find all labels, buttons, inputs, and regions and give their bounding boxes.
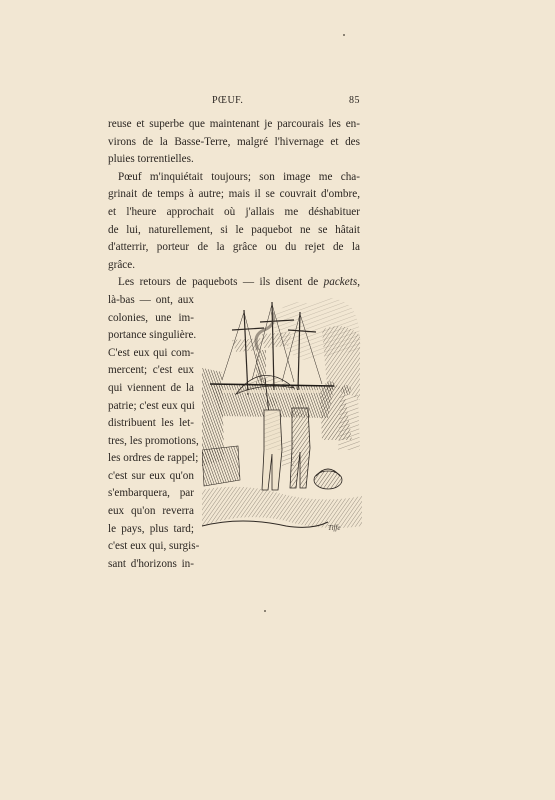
text-line: distribuent les let- [108, 417, 194, 430]
text-line: portance singulière. [108, 329, 197, 342]
text-line: de lui, naturellement, si le paquebot ne se hâtait [108, 223, 360, 236]
text-line: sant d'horizons in- [108, 557, 194, 570]
text-line: qui viennent de la [108, 381, 194, 394]
text-line: et l'heure approchait où j'allais me déshabituer [108, 205, 360, 218]
text-line: reuse et superbe que maintenant je parcourais les en- [108, 118, 360, 130]
artist-signature: Tiffe [328, 524, 341, 532]
paragraph-1 [108, 116, 360, 169]
text-line: grâce. [108, 258, 136, 271]
text-line: c'est sur eux qu'on [108, 469, 194, 482]
paper-speck [264, 610, 266, 612]
text-line: pluies torrentielles. [108, 153, 194, 166]
text-line: grinait de temps à autre; mais il se couvrait d'ombre, [108, 188, 360, 201]
running-title: PŒUF. [212, 95, 244, 106]
text-line: là-bas — ont, aux [108, 293, 194, 306]
text-line: Pœuf m'inquiétait toujours; son image me cha- [118, 170, 360, 183]
text-line: mercent; c'est eux [108, 364, 194, 377]
text-line: d'atterrir, porteur de la grâce ou du rejet de la [108, 241, 360, 254]
paragraph-2 [108, 169, 360, 275]
paper-speck [343, 34, 345, 36]
text-line: le pays, plus tard; [108, 522, 194, 535]
text-line: tres, les promotions, [108, 434, 199, 447]
text-line: les ordres de rappel; [108, 452, 199, 465]
text-line: eux qu'on reverra [108, 505, 194, 518]
text-line: c'est eux qui, surgis- [108, 540, 200, 553]
text-line: C'est eux qui com- [108, 346, 194, 359]
text-line: virons de la Basse-Terre, malgré l'hivernage et des [108, 135, 360, 148]
text-line: s'embarquera, par [108, 487, 194, 500]
text-line: colonies, une im- [108, 311, 194, 324]
text-line-content: Les retours de paquebots — ils disent de packets, [118, 276, 360, 289]
text-line: patrie; c'est eux qui [108, 399, 195, 412]
page-number: 85 [349, 95, 360, 106]
italic-word: packets [323, 276, 358, 289]
engraving-illustration [202, 290, 362, 536]
